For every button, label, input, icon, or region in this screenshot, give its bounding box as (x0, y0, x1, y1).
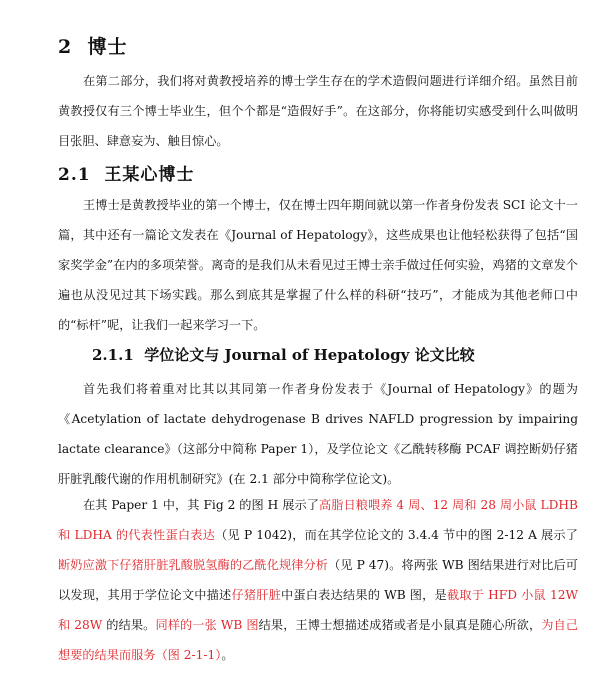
highlighted-text-segment: 仔猪肝脏 (231, 588, 282, 602)
section-title: 博士 (87, 36, 128, 58)
highlighted-text-segment: 同样的一张 WB 图 (155, 618, 259, 632)
highlighted-text-segment: 为自己想要的结果而服务（图 2-1-1） (58, 618, 579, 662)
highlighted-text-segment: 高脂日粮喂养 4 周、12 周和 28 周小鼠 LDHB 和 LDHA 的代表性蛋白表达 (58, 498, 579, 542)
subsection-number: 2.1 (58, 165, 91, 185)
subsection-heading (58, 160, 194, 185)
highlighted-text-segment: 断奶应激下仔猪肝脏乳酸脱氢酶的乙酰化规律分析 (58, 558, 329, 572)
wb-comparison-paragraph (58, 490, 578, 670)
subsubsection-number: 2.1.1 (92, 346, 134, 364)
subsubsection-heading (92, 344, 475, 365)
text-segment: 结果，王博士想描述成猪或者是小鼠真是随心所欲， (258, 618, 542, 632)
section-number: 2 (58, 36, 73, 58)
section-heading (58, 32, 127, 59)
highlighted-text-segment: 截取于 HFD 小鼠 12W 和 28W (58, 588, 579, 632)
subsection-body-paragraph: 王博士是黄教授毕业的第一个博士，仅在博士四年期间就以第一作者身份发表 SCI 论文十一篇，其中还有一篇论文发表在《Journal of Hepatology》，这些成果也让他轻松获得了包括“国家奖学金”在内的多项荣誉。离奇的是我们从未看见过王博士亲手做过任何实验，鸡猪的文章发个遍也从没见过其下场实践。那么到底其是掌握了什么样的科研“技巧”，才能成为其他老师口中的“标杆”呢，让我们一起来学习一下。 (58, 198, 578, 332)
text-segment: 。 (221, 648, 234, 662)
text-segment: （见 P 1042)，而在其学位论文的 3.4.4 节中的图 2-12 A 展示了 (215, 528, 578, 542)
text-segment: （见 P 47)。将两张 WB 图结果进行对比后可以发现，其用于学位论文中描述 (58, 558, 578, 602)
comparison-intro-paragraph: 首先我们将着重对比其以其同第一作者身份发表于《Journal of Hepatology》的题为《Acetylation of lactate dehydrogenase B drives NAFLD progression by impairing lactate clearance》（这部分中简称 Paper 1），及学位论文《乙酰转移酶 PCAF 调控断奶仔猪肝脏乳酸代谢的作用机制研究》(在 2.1 部分中简称学位论文)。 (58, 382, 578, 486)
subsection-title: 王某心博士 (104, 165, 195, 185)
section-intro-paragraph: 在第二部分，我们将对黄教授培养的博士学生存在的学术造假问题进行详细介绍。虽然目前黄教授仅有三个博士毕业生，但个个都是“造假好手”。在这部分，你将能切实感受到什么叫做明目张胆、肆意妄为、触目惊心。 (58, 74, 578, 148)
text-segment: 的结果。 (102, 618, 156, 632)
text-segment: 在其 Paper 1 中，其 Fig 2 的图 H 展示了 (83, 498, 319, 512)
subsubsection-title: 学位论文与 Journal of Hepatology 论文比较 (144, 346, 475, 364)
text-segment: 中蛋白表达结果的 WB 图，是 (281, 588, 447, 602)
